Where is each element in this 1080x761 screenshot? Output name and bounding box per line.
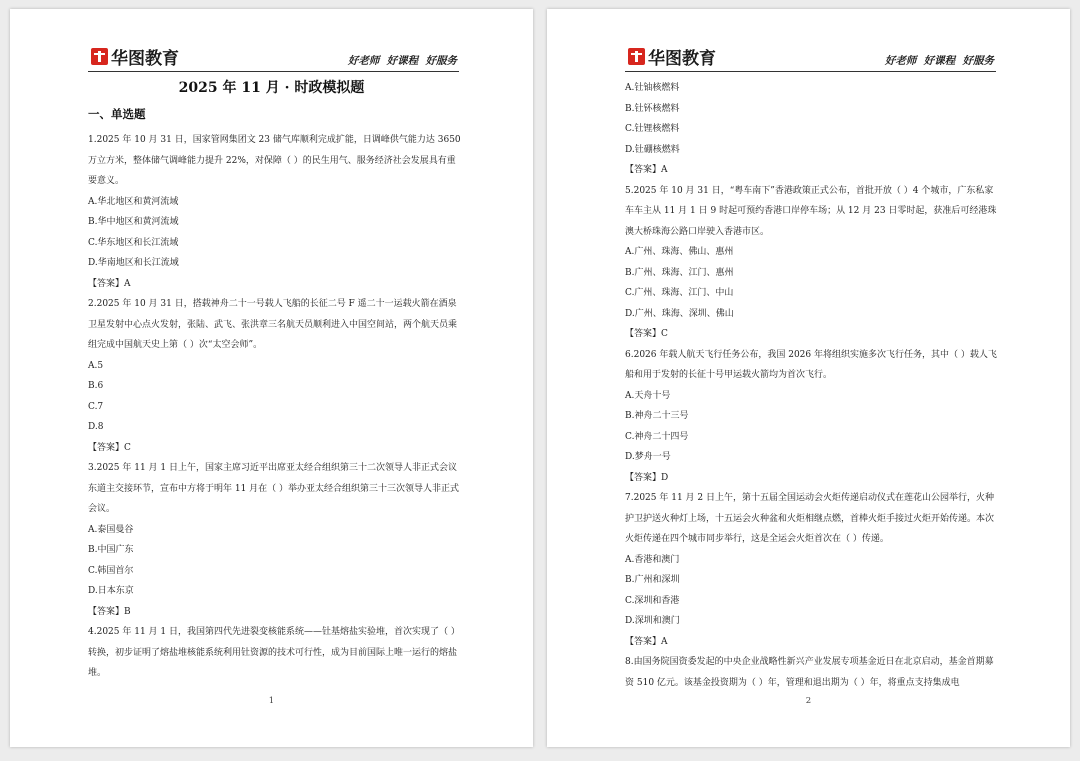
page-header	[88, 43, 459, 72]
answer-option: A.天舟十号	[625, 390, 671, 401]
answer-option: B.广州、珠海、江门、惠州	[625, 267, 734, 278]
answer-option: D.华南地区和长江流域	[88, 258, 179, 268]
question-text: 2.2025 年 10 月 31 日，搭载神舟二十一号载人飞船的长征二号 F 遥二十一运载火箭在酒泉卫星发射中心点火发射，张陆、武飞、张洪章三名航天员顺利进入中国空间站，两个航天员乘组完成中国航天史上第（ ）次“太空会师”。	[88, 299, 458, 350]
question-text: 3.2025 年 11 月 1 日上午，国家主席习近平出席亚太经合组织第三十二次领导人非正式会议东道主交接环节，宣布中方将于明年 11 月在（ ）举办亚太经合组织第三十三次领导人非正式会议。	[88, 463, 460, 514]
question-text: 1.2025 年 10 月 31 日，国家管网集团文 23 储气库顺利完成扩能，日调峰供气能力达 3650 万立方米，整体储气调峰能力提升 22%，对保障（ ）的民生用气、服务经济社会发展具有重要意义。	[88, 135, 461, 186]
answer-option: D.梦舟一号	[625, 452, 671, 462]
question-text: 6.2026 年载人航天飞行任务公布，我国 2026 年将组织实施多次飞行任务，其中（ ）载人飞船和用于发射的长征十号甲运载火箭均为首次飞行。	[625, 349, 997, 380]
answer-option: B.6	[88, 381, 104, 391]
answer-option: A.广州、珠海、佛山、惠州	[625, 247, 734, 257]
answer-option: C.深圳和香港	[625, 595, 680, 606]
answer-key: 【答案】C	[625, 329, 668, 339]
answer-option: B.神舟二十三号	[625, 411, 689, 421]
page-number: 1	[268, 696, 275, 706]
answer-key: 【答案】B	[88, 606, 131, 617]
answer-key: 【答案】A	[625, 636, 668, 647]
answer-option: D.日本东京	[88, 586, 134, 596]
answer-option: C.韩国首尔	[88, 565, 134, 576]
question-text: 8.由国务院国资委发起的中央企业战略性新兴产业发展专项基金近日在北京启动，基金首期募资 510 亿元。该基金投资期为（ ）年，管理和退出期为（ ）年，将重点支持集成电	[625, 657, 994, 688]
huatu-logo	[628, 46, 716, 69]
answer-option: B.中国广东	[88, 545, 134, 555]
answer-key: 【答案】A	[625, 165, 668, 175]
answer-option: A.5	[88, 360, 104, 371]
page-header	[625, 43, 996, 72]
answer-key: 【答案】D	[625, 472, 669, 483]
answer-key: 【答案】A	[88, 278, 131, 289]
header-slogan: 好老师 好课程 好服务	[347, 55, 457, 67]
answer-option: B.广州和深圳	[625, 575, 680, 585]
answer-option: D.8	[88, 422, 104, 432]
answer-option: D.广州、珠海、深圳、佛山	[625, 308, 734, 319]
answer-option: C.钍锂核燃料	[625, 124, 680, 134]
answer-option: A.钍铀核燃料	[625, 83, 680, 93]
answer-option: D.钍硼核燃料	[625, 144, 680, 155]
header-slogan: 好老师 好课程 好服务	[884, 55, 994, 67]
answer-option: C.7	[88, 401, 104, 412]
logo-text: 华图教育	[648, 48, 716, 69]
document-page-1	[10, 9, 533, 747]
document-title: 2025 年 11 月 · 时政模拟题	[178, 80, 365, 96]
answer-option: B.华中地区和黄河流域	[88, 217, 179, 227]
question-text: 5.2025 年 10 月 31 日，“粤车南下”香港政策正式公布，首批开放（ ）4 个城市，广东私家车车主从 11 月 1 日 9 时起可预约香港口岸停车场；从 12 月 23 日零时起，获准后可经港珠澳大桥珠海公路口岸驶入香港市区。	[625, 185, 997, 237]
answer-option: C.广州、珠海、江门、中山	[625, 288, 734, 298]
page-2-content	[625, 78, 998, 693]
huatu-logo	[91, 46, 179, 69]
logo-text: 华图教育	[111, 48, 179, 69]
section-heading: 一、单选题	[88, 107, 146, 121]
question-text: 7.2025 年 11 月 2 日上午，第十五届全国运动会火炬传递启动仪式在莲花山公园举行，火种护卫护送火种灯上场，十五运会火种盆和火炬相继点燃，首棒火炬手接过火炬开始传递。本次火炬传递在四个城市同步举行，这是全运会火炬首次在（ ）传递。	[625, 493, 995, 544]
page-1-content	[88, 130, 461, 684]
document-page-2	[547, 9, 1070, 747]
question-text: 4.2025 年 11 月 1 日，我国第四代先进裂变核能系统——钍基熔盐实验堆，首次实现了（ ）转换，初步证明了熔盐堆核能系统利用钍资源的技术可行性，成为目前国际上唯一运行的熔盐堆。	[88, 627, 460, 678]
answer-option: A.泰国曼谷	[88, 524, 134, 535]
huatu-logo-icon	[628, 48, 645, 65]
answer-option: B.钍钚核燃料	[625, 103, 680, 114]
answer-option: C.神舟二十四号	[625, 431, 689, 442]
huatu-logo-icon	[91, 48, 108, 65]
page-number: 2	[805, 696, 812, 706]
answer-key: 【答案】C	[88, 442, 131, 453]
answer-option: A.华北地区和黄河流域	[88, 196, 179, 207]
answer-option: D.深圳和澳门	[625, 616, 680, 626]
answer-option: C.华东地区和长江流域	[88, 237, 179, 248]
answer-option: A.香港和澳门	[625, 554, 680, 565]
